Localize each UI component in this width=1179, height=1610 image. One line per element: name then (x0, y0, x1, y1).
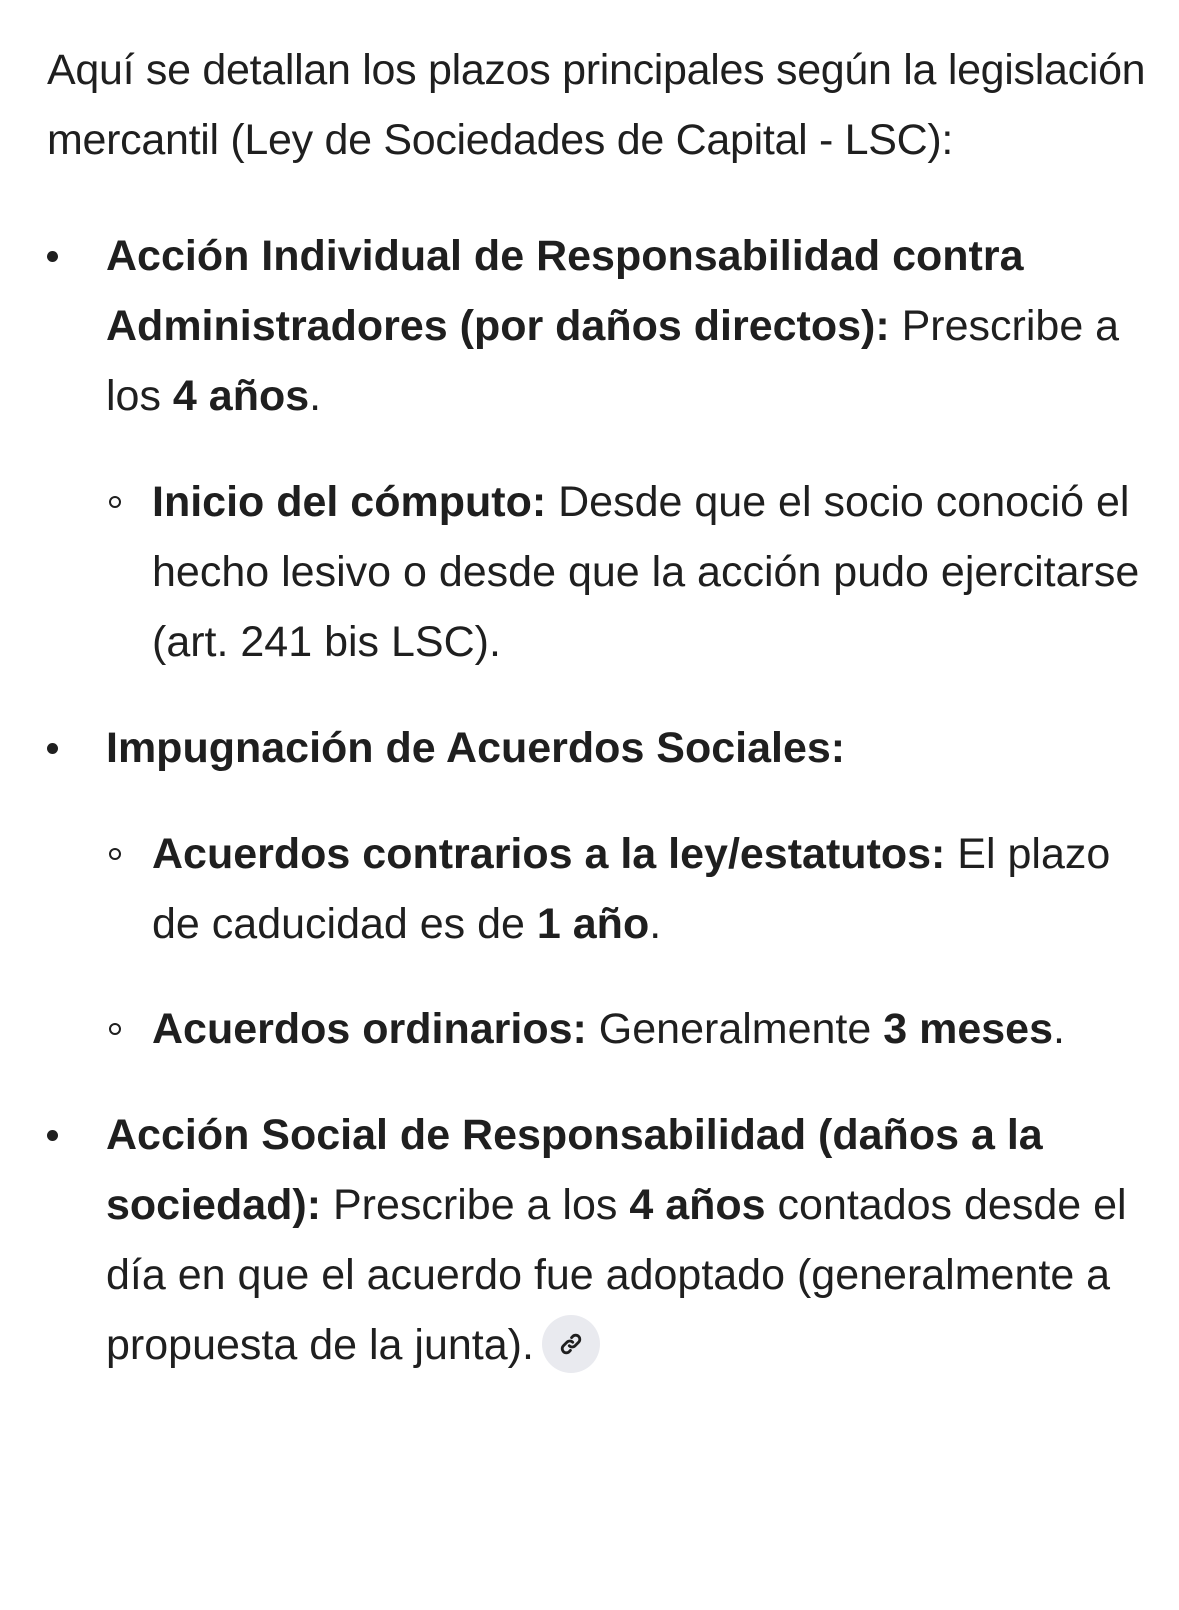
sub-item-text: El plazo de caducidad es de (152, 830, 1111, 948)
item-text-end: . (309, 372, 322, 420)
sub-item-bold-value: 3 meses (883, 1005, 1054, 1053)
sub-item-title: Inicio del cómputo: (152, 478, 547, 526)
item-title: Impugnación de Acuerdos Sociales: (106, 724, 846, 772)
list-item-social-action (47, 1100, 1157, 1380)
sub-item-contrary-agreements (106, 819, 1157, 959)
item-bold-value: 4 años (629, 1181, 766, 1229)
link-icon (557, 1330, 585, 1358)
list-item-challenge-agreements (47, 713, 1157, 1064)
sub-item-title: Acuerdos contrarios a la ley/estatutos: (152, 830, 946, 878)
item-title: Acción Social de Responsabilidad (daños a la sociedad): (106, 1111, 1043, 1229)
item-text: Prescribe a los (106, 302, 1120, 420)
deadline-list (47, 221, 1157, 1380)
sub-item-text-end: . (649, 900, 662, 948)
response-content (47, 35, 1157, 1416)
sub-item-computation-start (106, 467, 1157, 677)
item-text: Prescribe a los (321, 1181, 630, 1229)
sub-item-title: Acuerdos ordinarios: (152, 1005, 587, 1053)
sub-list (106, 819, 1157, 1064)
item-text-end: contados desde el día en que el acuerdo fue adoptado (generalmente a propuesta de la junta). (106, 1181, 1127, 1369)
sub-list (106, 467, 1157, 677)
source-link-button[interactable] (542, 1315, 600, 1373)
sub-item-text: Desde que el socio conoció el hecho lesivo o desde que la acción pudo ejercitarse (art. 241 bis LSC). (152, 478, 1140, 666)
list-item-individual-action (47, 221, 1157, 677)
sub-item-text: Generalmente (586, 1005, 884, 1053)
sub-item-ordinary-agreements (106, 994, 1157, 1064)
sub-item-bold-value: 1 año (536, 900, 650, 948)
sub-item-text-end: . (1053, 1005, 1065, 1053)
item-bold-value: 4 años (172, 372, 310, 420)
item-title: Acción Individual de Responsabilidad contra Administradores (por daños directos): (106, 232, 1024, 350)
intro-paragraph: Aquí se detallan los plazos principales según la legislación mercantil (Ley de Sociedades de Capital - LSC): (47, 46, 1146, 164)
